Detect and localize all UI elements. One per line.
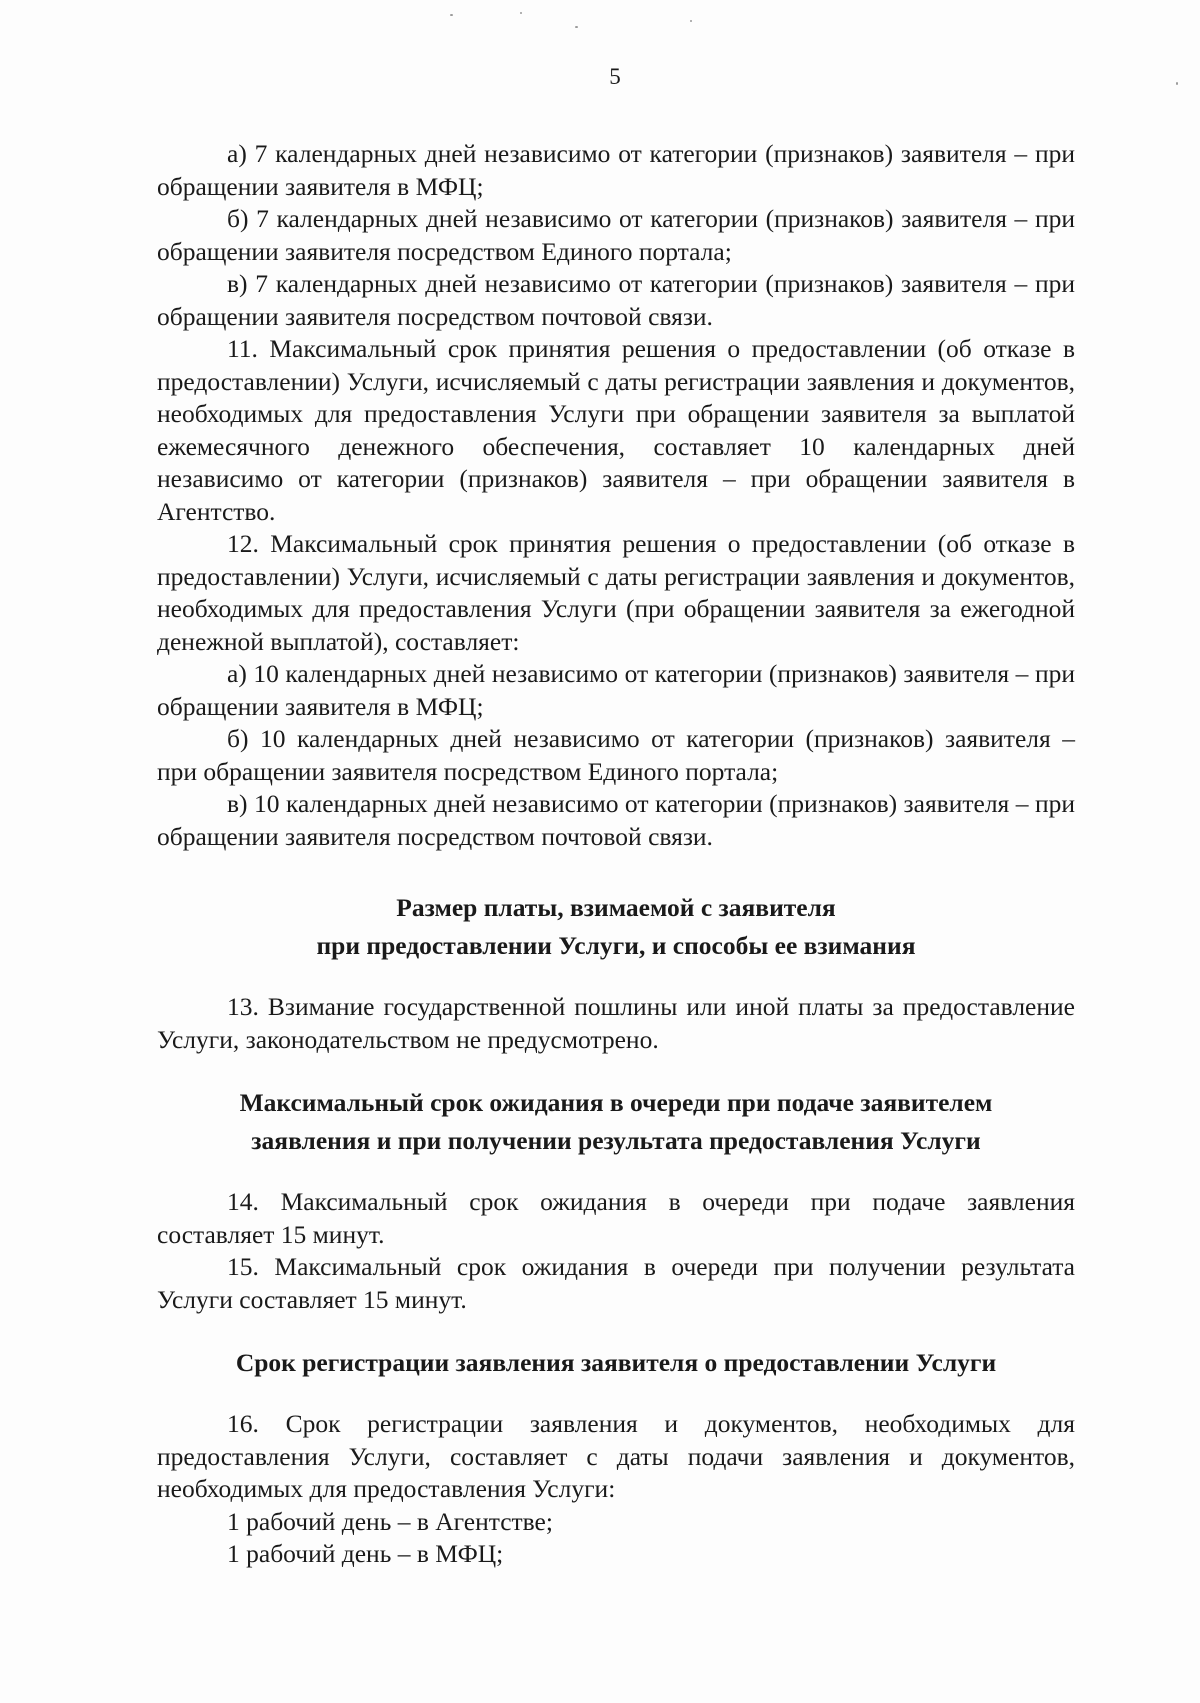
list-item: в) 10 календарных дней независимо от категории (признаков) заявителя – при обращении заявителя посредством почтовой связи. bbox=[157, 789, 1075, 851]
paragraph-14: 14. Максимальный срок ожидания в очереди при подаче заявления составляет 15 минут. bbox=[157, 1187, 1075, 1249]
heading-line: при предоставлении Услуги, и способы ее взимания bbox=[316, 931, 916, 960]
list-item: в) 7 календарных дней независимо от категории (признаков) заявителя – при обращении заявителя посредством почтовой связи. bbox=[157, 269, 1075, 331]
paragraph-13: 13. Взимание государственной пошлины или иной платы за предоставление Услуги, законодательством не предусмотрено. bbox=[157, 992, 1075, 1054]
list-item: 1 рабочий день – в МФЦ; bbox=[227, 1539, 504, 1568]
heading-line: Размер платы, взимаемой с заявителя bbox=[396, 893, 836, 922]
section-heading-fee bbox=[157, 889, 1075, 965]
paragraph-12: 12. Максимальный срок принятия решения о предоставлении (об отказе в предоставлении) Услуги, исчисляемый с даты регистрации заявления и документов, необходимых для предоставления Услуги (при обращении заявителя за ежегодной денежной выплатой), составляет: bbox=[157, 529, 1075, 656]
list-item: 1 рабочий день – в Агентстве; bbox=[227, 1506, 553, 1536]
document-body bbox=[157, 138, 1075, 1571]
section-heading-registration: Срок регистрации заявления заявителя о предоставлении Услуги bbox=[235, 1348, 997, 1377]
scan-speck bbox=[520, 12, 522, 14]
list-item: а) 7 календарных дней независимо от категории (признаков) заявителя – при обращении заявителя в МФЦ; bbox=[157, 139, 1075, 201]
scan-speck bbox=[690, 20, 692, 22]
heading-line: заявления и при получении результата предоставления Услуги bbox=[251, 1126, 981, 1155]
page-number: 5 bbox=[609, 64, 621, 89]
heading-line: Максимальный срок ожидания в очереди при подаче заявителем bbox=[239, 1088, 993, 1117]
paragraph-16: 16. Срок регистрации заявления и документов, необходимых для предоставления Услуги, составляет с даты подачи заявления и документов, необходимых для предоставления Услуги: bbox=[157, 1409, 1075, 1503]
list-item: а) 10 календарных дней независимо от категории (признаков) заявителя – при обращении заявителя в МФЦ; bbox=[157, 659, 1075, 721]
list-item: б) 7 календарных дней независимо от категории (признаков) заявителя – при обращении заявителя посредством Единого портала; bbox=[157, 204, 1075, 266]
paragraph-11: 11. Максимальный срок принятия решения о предоставлении (об отказе в предоставлении) Услуги, исчисляемый с даты регистрации заявления и документов, необходимых для предоставления Услуги при обращении заявителя за выплатой ежемесячного денежного обеспечения, составляет 10 календарных дней независимо от категории (признаков) заявителя – при обращении заявителя в Агентство. bbox=[157, 334, 1075, 526]
scan-speck bbox=[575, 26, 578, 28]
paragraph-15: 15. Максимальный срок ожидания в очереди при получении результата Услуги составляет 15 минут. bbox=[157, 1252, 1075, 1314]
scan-speck bbox=[450, 14, 453, 16]
section-heading-queue bbox=[157, 1084, 1075, 1160]
list-item: б) 10 календарных дней независимо от категории (признаков) заявителя – при обращении заявителя посредством Единого портала; bbox=[157, 724, 1075, 786]
